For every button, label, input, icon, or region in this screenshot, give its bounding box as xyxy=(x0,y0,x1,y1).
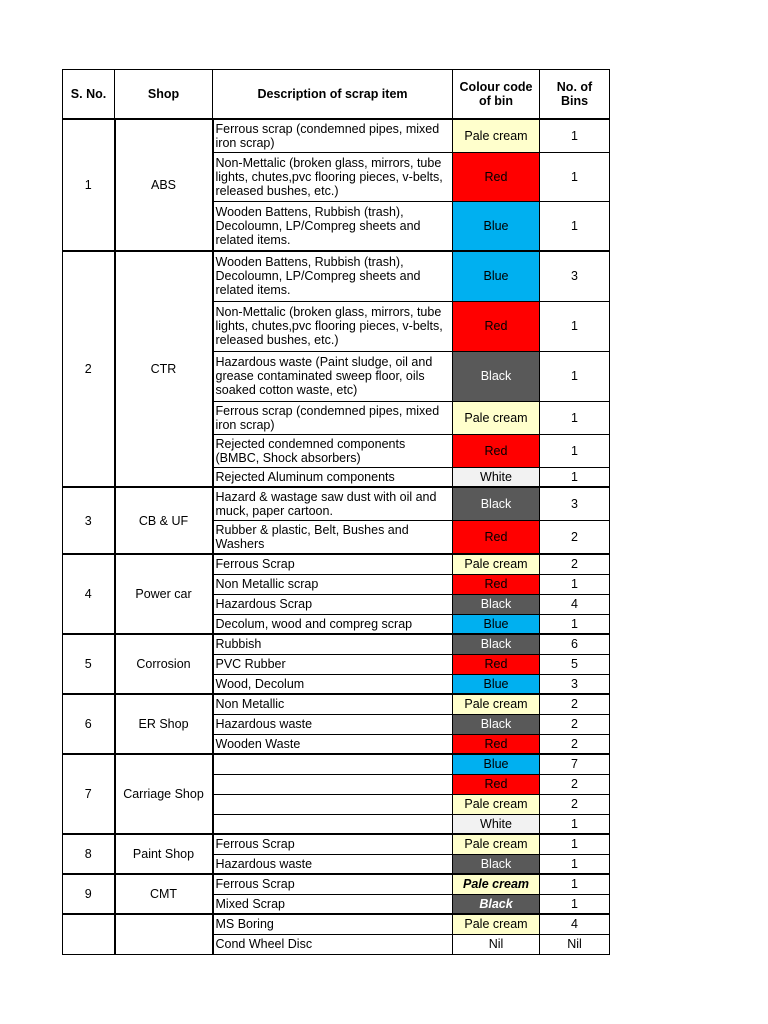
colour-code-cell: Pale cream xyxy=(453,834,540,854)
description-cell: Non-Mettalic (broken glass, mirrors, tube lights, chutes,pvc flooring pieces, v-belts, released bushes, etc.) xyxy=(213,301,453,351)
shop-cell: ER Shop xyxy=(115,694,213,754)
description-cell: Hazard & wastage saw dust with oil and muck, paper cartoon. xyxy=(213,487,453,520)
description-cell: Rejected Aluminum components xyxy=(213,467,453,487)
table-row xyxy=(63,251,610,301)
colour-code-cell: Pale cream xyxy=(453,794,540,814)
description-cell: Rubbish xyxy=(213,634,453,654)
description-cell: Ferrous Scrap xyxy=(213,834,453,854)
bin-count-cell: 1 xyxy=(540,894,610,914)
bin-count-cell: 4 xyxy=(540,914,610,934)
bin-count-cell: 1 xyxy=(540,434,610,467)
colour-code-cell: Red xyxy=(453,774,540,794)
colour-code-cell: Nil xyxy=(453,934,540,954)
bin-count-cell: 5 xyxy=(540,654,610,674)
header-colour-code: Colour code of bin xyxy=(453,70,540,120)
colour-code-cell: Black xyxy=(453,894,540,914)
description-cell xyxy=(213,774,453,794)
bin-count-cell: 1 xyxy=(540,834,610,854)
description-cell: Wooden Battens, Rubbish (trash), Decoloumn, LP/Compreg sheets and related items. xyxy=(213,251,453,301)
description-cell: Cond Wheel Disc xyxy=(213,934,453,954)
colour-code-cell: Blue xyxy=(453,674,540,694)
colour-code-cell: Red xyxy=(453,574,540,594)
scrap-bin-table xyxy=(62,69,610,955)
colour-code-cell: Black xyxy=(453,594,540,614)
shop-cell: Corrosion xyxy=(115,634,213,694)
description-cell: Decolum, wood and compreg scrap xyxy=(213,614,453,634)
serial-number-cell: 3 xyxy=(63,487,115,554)
colour-code-cell: Red xyxy=(453,152,540,201)
shop-cell: Paint Shop xyxy=(115,834,213,874)
bin-count-cell: 2 xyxy=(540,734,610,754)
header-row xyxy=(63,70,610,120)
bin-count-cell: 3 xyxy=(540,251,610,301)
description-cell: Rubber & plastic, Belt, Bushes and Washers xyxy=(213,520,453,554)
serial-number-cell: 4 xyxy=(63,554,115,634)
colour-code-cell: Pale cream xyxy=(453,401,540,434)
shop-cell: CTR xyxy=(115,251,213,487)
table-row xyxy=(63,554,610,574)
description-cell: Mixed Scrap xyxy=(213,894,453,914)
description-cell xyxy=(213,794,453,814)
shop-cell: CMT xyxy=(115,874,213,914)
colour-code-cell: Black xyxy=(453,714,540,734)
table-row xyxy=(63,487,610,520)
serial-number-cell xyxy=(63,914,115,954)
header-no-of-bins: No. of Bins xyxy=(540,70,610,120)
description-cell: Hazardous waste (Paint sludge, oil and grease contaminated sweep floor, oils soaked cotton waste, etc) xyxy=(213,351,453,401)
table-row xyxy=(63,634,610,654)
bin-count-cell: 7 xyxy=(540,754,610,774)
bin-count-cell: 2 xyxy=(540,714,610,734)
bin-count-cell: 2 xyxy=(540,774,610,794)
bin-count-cell: 1 xyxy=(540,874,610,894)
colour-code-cell: Pale cream xyxy=(453,874,540,894)
table-row xyxy=(63,834,610,854)
table-row xyxy=(63,754,610,774)
header-description: Description of scrap item xyxy=(213,70,453,120)
colour-code-cell: Pale cream xyxy=(453,554,540,574)
colour-code-cell: Red xyxy=(453,434,540,467)
colour-code-cell: Pale cream xyxy=(453,694,540,714)
bin-count-cell: 1 xyxy=(540,152,610,201)
header-shop: Shop xyxy=(115,70,213,120)
colour-code-cell: Pale cream xyxy=(453,914,540,934)
description-cell: Ferrous scrap (condemned pipes, mixed iron scrap) xyxy=(213,119,453,152)
description-cell xyxy=(213,814,453,834)
bin-count-cell: Nil xyxy=(540,934,610,954)
bin-count-cell: 2 xyxy=(540,554,610,574)
colour-code-cell: Black xyxy=(453,854,540,874)
table-row xyxy=(63,874,610,894)
table-row xyxy=(63,694,610,714)
description-cell: MS Boring xyxy=(213,914,453,934)
description-cell: Hazardous waste xyxy=(213,714,453,734)
bin-count-cell: 1 xyxy=(540,119,610,152)
serial-number-cell: 5 xyxy=(63,634,115,694)
colour-code-cell: Red xyxy=(453,734,540,754)
description-cell: PVC Rubber xyxy=(213,654,453,674)
bin-count-cell: 3 xyxy=(540,487,610,520)
description-cell: Ferrous scrap (condemned pipes, mixed iron scrap) xyxy=(213,401,453,434)
bin-count-cell: 6 xyxy=(540,634,610,654)
bin-count-cell: 1 xyxy=(540,614,610,634)
description-cell: Wooden Battens, Rubbish (trash), Decoloumn, LP/Compreg sheets and related items. xyxy=(213,201,453,251)
colour-code-cell: Black xyxy=(453,634,540,654)
shop-cell: CB & UF xyxy=(115,487,213,554)
table-row xyxy=(63,119,610,152)
colour-code-cell: Blue xyxy=(453,754,540,774)
description-cell: Wooden Waste xyxy=(213,734,453,754)
header-sno: S. No. xyxy=(63,70,115,120)
colour-code-cell: Red xyxy=(453,654,540,674)
scrap-bin-sheet xyxy=(62,69,610,955)
bin-count-cell: 1 xyxy=(540,574,610,594)
colour-code-cell: Blue xyxy=(453,614,540,634)
description-cell: Wood, Decolum xyxy=(213,674,453,694)
serial-number-cell: 9 xyxy=(63,874,115,914)
bin-count-cell: 1 xyxy=(540,854,610,874)
bin-count-cell: 1 xyxy=(540,351,610,401)
description-cell: Non Metallic scrap xyxy=(213,574,453,594)
colour-code-cell: Pale cream xyxy=(453,119,540,152)
colour-code-cell: Blue xyxy=(453,201,540,251)
serial-number-cell: 6 xyxy=(63,694,115,754)
serial-number-cell: 8 xyxy=(63,834,115,874)
description-cell: Ferrous Scrap xyxy=(213,874,453,894)
bin-count-cell: 1 xyxy=(540,301,610,351)
colour-code-cell: White xyxy=(453,467,540,487)
serial-number-cell: 2 xyxy=(63,251,115,487)
serial-number-cell: 1 xyxy=(63,119,115,251)
colour-code-cell: White xyxy=(453,814,540,834)
bin-count-cell: 2 xyxy=(540,694,610,714)
description-cell: Ferrous Scrap xyxy=(213,554,453,574)
colour-code-cell: Black xyxy=(453,487,540,520)
bin-count-cell: 1 xyxy=(540,201,610,251)
description-cell xyxy=(213,754,453,774)
bin-count-cell: 1 xyxy=(540,467,610,487)
colour-code-cell: Blue xyxy=(453,251,540,301)
bin-count-cell: 2 xyxy=(540,794,610,814)
description-cell: Hazardous Scrap xyxy=(213,594,453,614)
bin-count-cell: 2 xyxy=(540,520,610,554)
shop-cell: Carriage Shop xyxy=(115,754,213,834)
shop-cell xyxy=(115,914,213,954)
description-cell: Rejected condemned components (BMBC, Shock absorbers) xyxy=(213,434,453,467)
serial-number-cell: 7 xyxy=(63,754,115,834)
table-body xyxy=(63,119,610,954)
colour-code-cell: Red xyxy=(453,520,540,554)
colour-code-cell: Black xyxy=(453,351,540,401)
colour-code-cell: Red xyxy=(453,301,540,351)
bin-count-cell: 1 xyxy=(540,401,610,434)
bin-count-cell: 3 xyxy=(540,674,610,694)
shop-cell: ABS xyxy=(115,119,213,251)
table-row xyxy=(63,914,610,934)
bin-count-cell: 1 xyxy=(540,814,610,834)
bin-count-cell: 4 xyxy=(540,594,610,614)
description-cell: Hazardous waste xyxy=(213,854,453,874)
description-cell: Non-Mettalic (broken glass, mirrors, tube lights, chutes,pvc flooring pieces, v-belts, released bushes, etc.) xyxy=(213,152,453,201)
description-cell: Non Metallic xyxy=(213,694,453,714)
shop-cell: Power car xyxy=(115,554,213,634)
